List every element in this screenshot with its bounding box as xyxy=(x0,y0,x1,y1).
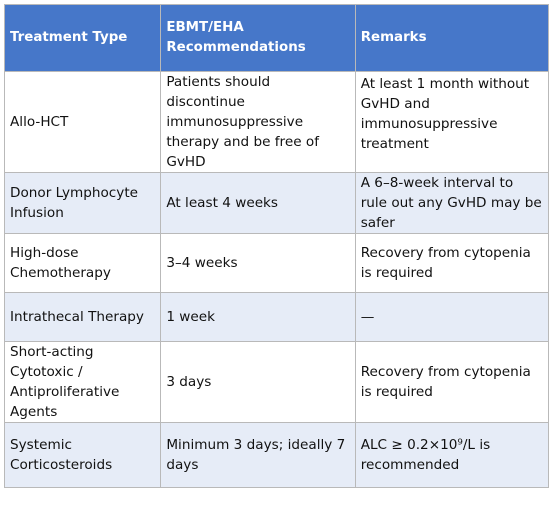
treatment-cell: Allo-HCT xyxy=(5,72,161,173)
recommendation-cell: Minimum 3 days; ideally 7 days xyxy=(161,423,355,488)
treatment-cell: Intrathecal Therapy xyxy=(5,293,161,342)
table-body xyxy=(5,72,549,488)
recommendation-cell: 1 week xyxy=(161,293,355,342)
recommendation-cell: Patients should discontinue immunosuppressive therapy and be free of GvHD xyxy=(161,72,355,173)
table-row xyxy=(5,234,549,293)
table-row xyxy=(5,173,549,234)
header-row xyxy=(5,5,549,72)
table-row xyxy=(5,423,549,488)
header-treatment-type: Treatment Type xyxy=(5,5,161,72)
treatment-cell: Donor Lymphocyte Infusion xyxy=(5,173,161,234)
treatment-cell: High-dose Chemotherapy xyxy=(5,234,161,293)
header-recommendations: EBMT/EHA Recommendations xyxy=(161,5,355,72)
recommendation-cell: 3 days xyxy=(161,342,355,423)
remarks-cell: Recovery from cytopenia is required xyxy=(355,234,548,293)
treatment-recommendations-table xyxy=(4,4,549,488)
treatment-cell: Short-acting Cytotoxic / Antiproliferative Agents xyxy=(5,342,161,423)
table-row xyxy=(5,293,549,342)
remarks-cell: At least 1 month without GvHD and immunosuppressive treatment xyxy=(355,72,548,173)
table-row xyxy=(5,72,549,173)
treatment-cell: Systemic Corticosteroids xyxy=(5,423,161,488)
remarks-cell: A 6–8-week interval to rule out any GvHD may be safer xyxy=(355,173,548,234)
recommendation-cell: 3–4 weeks xyxy=(161,234,355,293)
recommendation-cell: At least 4 weeks xyxy=(161,173,355,234)
table-row xyxy=(5,342,549,423)
remarks-cell: Recovery from cytopenia is required xyxy=(355,342,548,423)
header-remarks: Remarks xyxy=(355,5,548,72)
remarks-cell: ALC ≥ 0.2×10⁹/L is recommended xyxy=(355,423,548,488)
table-header xyxy=(5,5,549,72)
remarks-cell: — xyxy=(355,293,548,342)
